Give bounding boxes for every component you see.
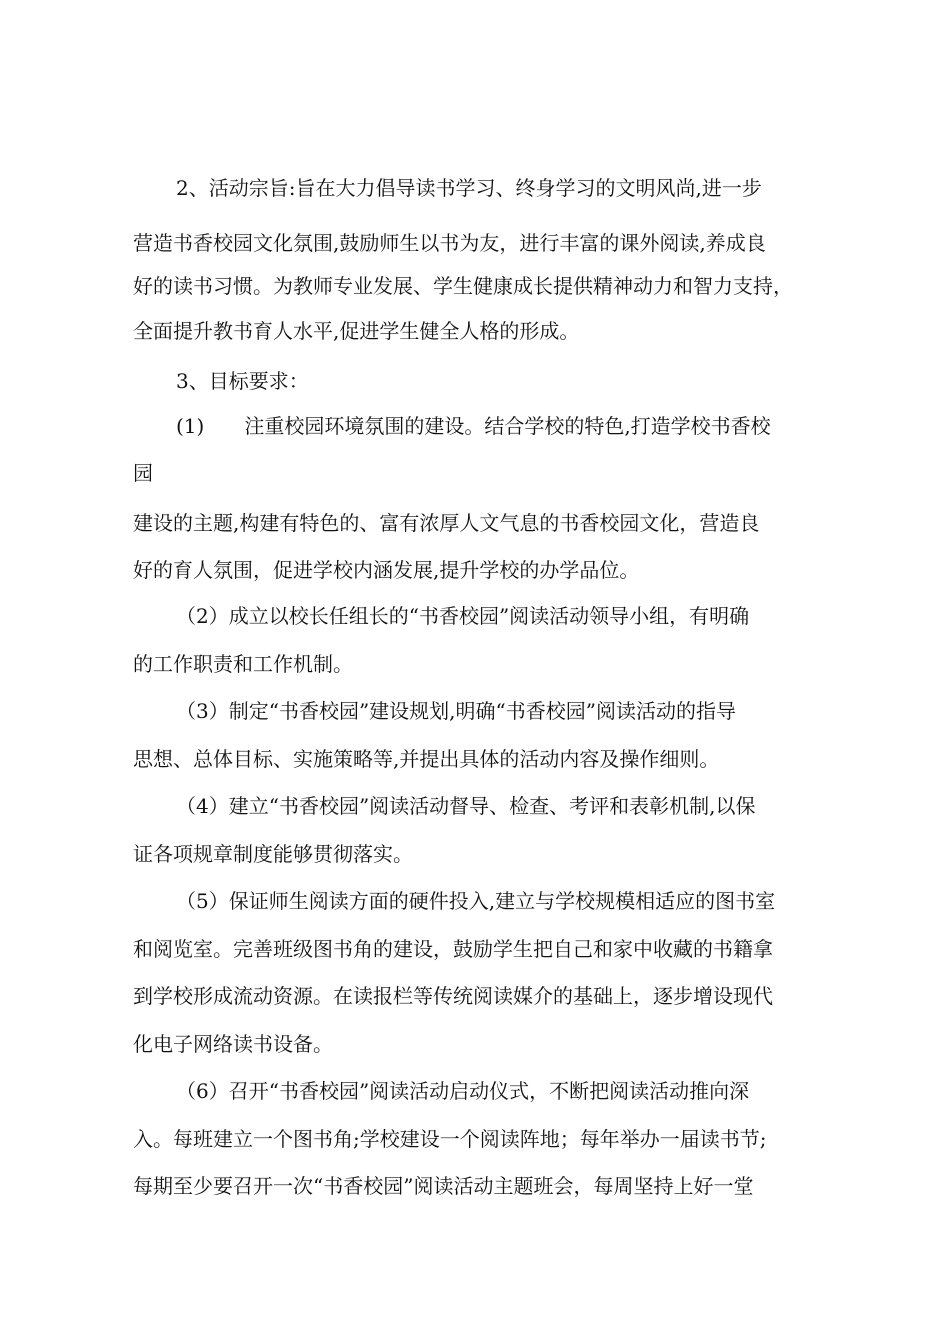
purpose-line-1: 2、活动宗旨:旨在大力倡导读书学习、终身学习的文明风尚,进一步 [176, 176, 762, 200]
goals-heading: 3、目标要求： [176, 369, 309, 393]
purpose-line-4: 全面提升教书育人水平,促进学生健全人格的形成。 [133, 319, 580, 343]
item-2-line-2: 的工作职责和工作机制。 [133, 652, 353, 676]
item-1-line-2: 园 [133, 461, 153, 485]
item-2-line-1: （2）成立以校长任组长的“书香校园”阅读活动领导小组，有明确 [176, 604, 750, 628]
item-3-line-2: 思想、总体目标、实施策略等,并提出具体的活动内容及操作细则。 [133, 747, 720, 771]
purpose-line-3: 好的读书习惯。为教师专业发展、学生健康成长提供精神动力和智力支持， [133, 274, 793, 298]
item-4-line-1: （4）建立“书香校园”阅读活动督导、检查、考评和表彰机制,以保 [176, 794, 756, 818]
item-6-line-2: 入。每班建立一个图书角;学校建设一个阅读阵地；每年举办一届读书节; [133, 1127, 767, 1151]
item-5-line-1: （5）保证师生阅读方面的硬件投入,建立与学校规模相适应的图书室 [176, 889, 776, 913]
item-5-line-3: 到学校形成流动资源。在读报栏等传统阅读媒介的基础上，逐步增设现代 [133, 984, 773, 1008]
purpose-line-2: 营造书香校园文化氛围,鼓励师生以书为友，进行丰富的课外阅读,养成良 [133, 231, 766, 255]
item-3-line-1: （3）制定“书香校园”建设规划,明确“书香校园”阅读活动的指导 [176, 699, 736, 723]
item-4-line-2: 证各项规章制度能够贯彻落实。 [133, 842, 413, 866]
item-5-line-4: 化电子网络读书设备。 [133, 1032, 333, 1056]
item-1-line-3: 建设的主题,构建有特色的、富有浓厚人文气息的书香校园文化，营造良 [133, 511, 760, 535]
item-6-line-3: 每期至少要召开一次“书香校园”阅读活动主题班会，每周坚持上好一堂 [133, 1174, 754, 1198]
item-1-line-1: (1) 注重校园环境氛围的建设。结合学校的特色,打造学校书香校 [176, 414, 771, 438]
item-1-line-4: 好的育人氛围，促进学校内涵发展,提升学校的办学品位。 [133, 558, 640, 582]
item-6-line-1: （6）召开“书香校园”阅读活动启动仪式，不断把阅读活动推向深 [176, 1079, 750, 1103]
item-5-line-2: 和阅览室。完善班级图书角的建设，鼓励学生把自己和家中收藏的书籍拿 [133, 937, 773, 961]
